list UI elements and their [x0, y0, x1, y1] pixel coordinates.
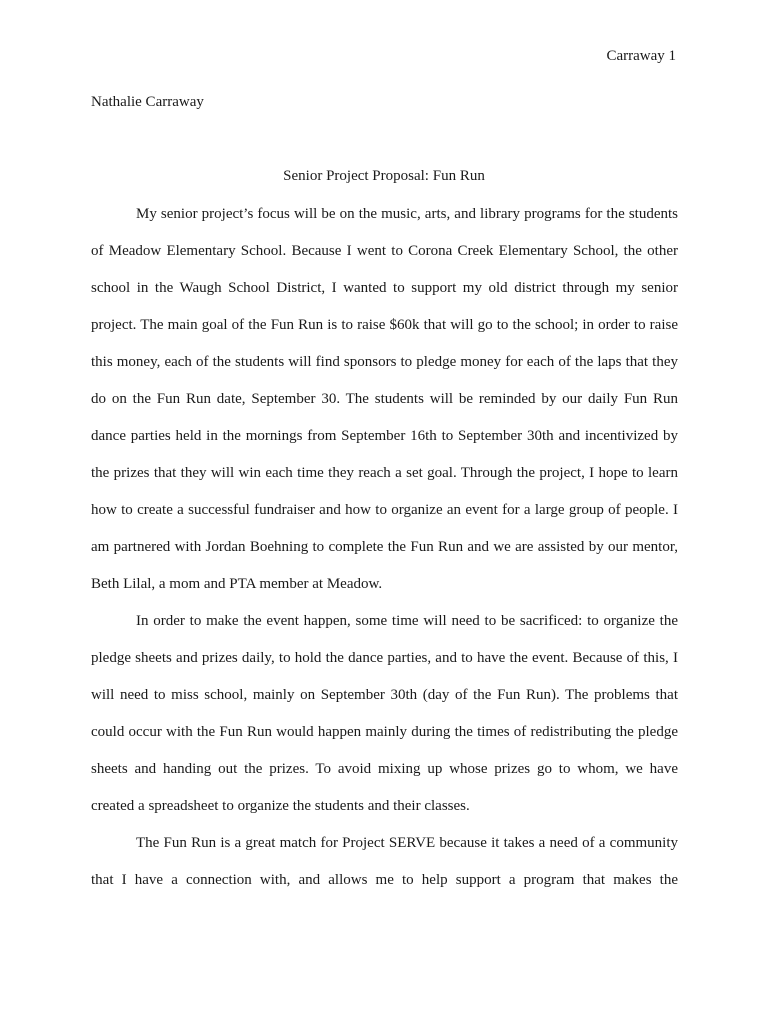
- author-name: Nathalie Carraway: [91, 94, 204, 110]
- document-title: Senior Project Proposal: Fun Run: [283, 168, 485, 184]
- running-header: Carraway 1: [606, 48, 676, 64]
- text-line: The Fun Run is a great match for Project SERVE because it takes a need of a community: [136, 835, 678, 851]
- text-line: project. The main goal of the Fun Run is to raise $60k that will go to the school; in order to raise: [91, 317, 678, 333]
- text-line: will need to miss school, mainly on September 30th (day of the Fun Run). The problems that: [91, 687, 678, 703]
- text-line: that I have a connection with, and allows me to help support a program that makes the: [91, 872, 678, 888]
- body-text: [91, 196, 678, 899]
- text-line: sheets and handing out the prizes. To avoid mixing up whose prizes go to whom, we have: [91, 761, 678, 777]
- text-line: the prizes that they will win each time they reach a set goal. Through the project, I hope to learn: [91, 465, 678, 481]
- paragraph: [91, 825, 678, 899]
- text-line: dance parties held in the mornings from September 16th to September 30th and incentivized by: [91, 428, 678, 444]
- text-line: of Meadow Elementary School. Because I went to Corona Creek Elementary School, the other: [91, 243, 678, 259]
- text-line: how to create a successful fundraiser and how to organize an event for a large group of people. I: [91, 502, 678, 518]
- paragraph: [91, 603, 678, 825]
- text-line: In order to make the event happen, some time will need to be sacrificed: to organize the: [136, 613, 678, 629]
- text-line: pledge sheets and prizes daily, to hold the dance parties, and to have the event. Because of this, I: [91, 650, 678, 666]
- text-line: am partnered with Jordan Boehning to complete the Fun Run and we are assisted by our mentor,: [91, 539, 678, 555]
- text-line: this money, each of the students will find sponsors to pledge money for each of the laps that they: [91, 354, 678, 370]
- text-line: do on the Fun Run date, September 30. The students will be reminded by our daily Fun Run: [91, 391, 678, 407]
- text-line: created a spreadsheet to organize the students and their classes.: [91, 798, 470, 814]
- text-line: Beth Lilal, a mom and PTA member at Meadow.: [91, 576, 383, 592]
- text-line: could occur with the Fun Run would happen mainly during the times of redistributing the pledge: [91, 724, 678, 740]
- paragraph: [91, 196, 678, 603]
- text-line: My senior project’s focus will be on the music, arts, and library programs for the students: [136, 206, 678, 222]
- text-line: school in the Waugh School District, I wanted to support my old district through my senior: [91, 280, 678, 296]
